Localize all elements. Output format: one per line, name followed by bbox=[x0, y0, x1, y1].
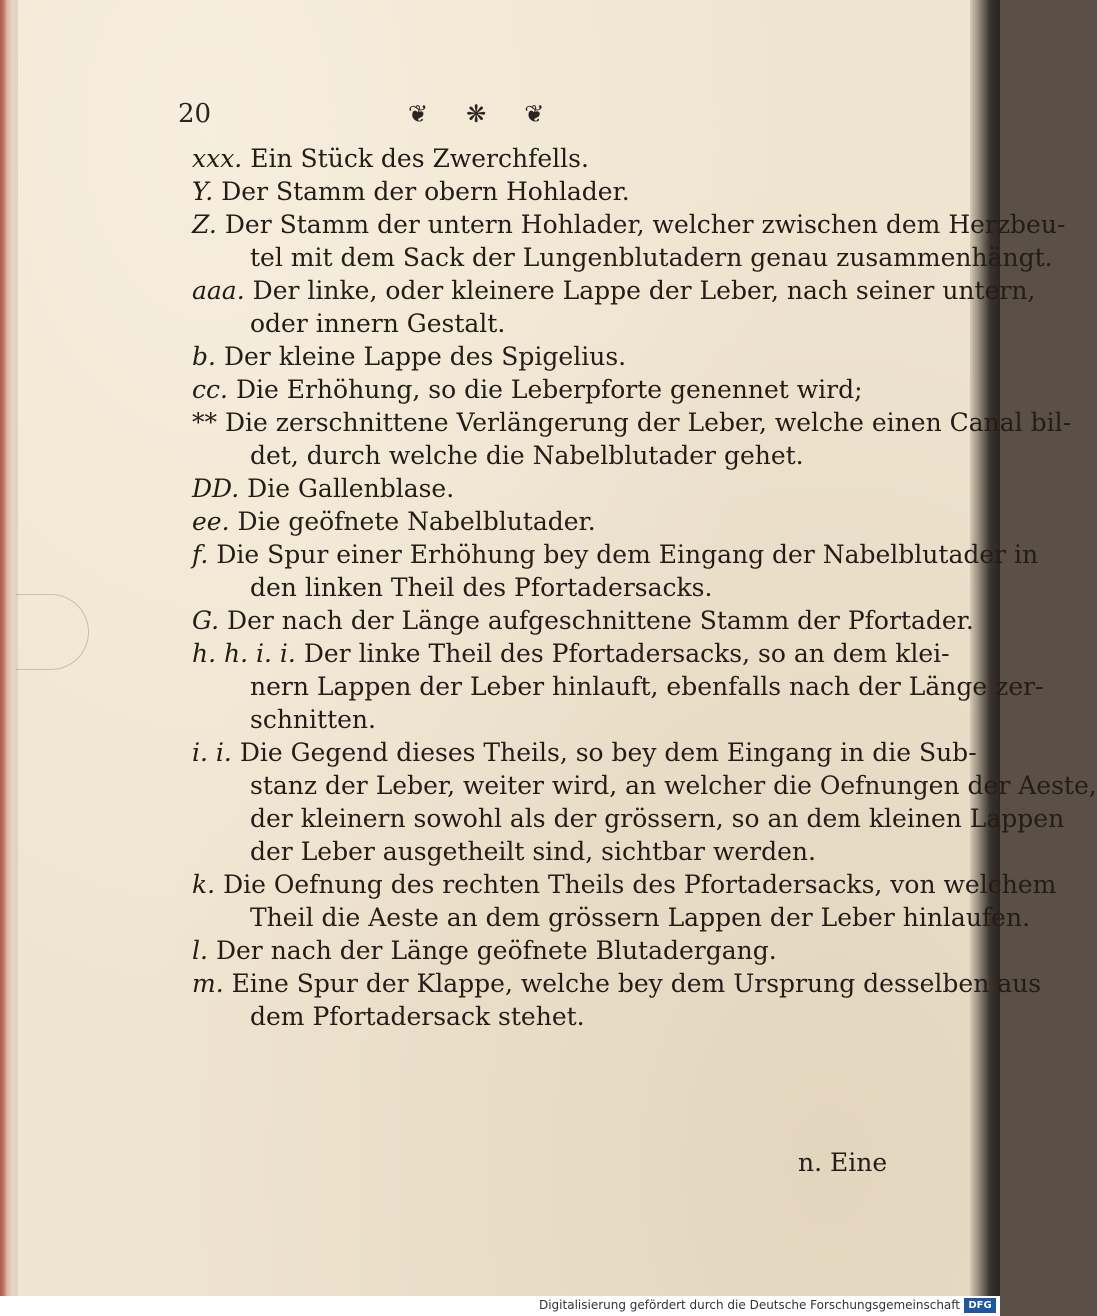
legend-line-text: der kleinern sowohl als der grössern, so an dem kleinen Lappen bbox=[250, 804, 1065, 833]
legend-marker: ee. bbox=[192, 507, 230, 536]
digitization-footer bbox=[0, 1296, 1000, 1316]
legend-line bbox=[192, 934, 902, 967]
legend-line bbox=[192, 571, 902, 604]
legend-entry bbox=[192, 175, 902, 208]
legend-line-text: Der linke, oder kleinere Lappe der Leber, nach seiner untern, bbox=[252, 276, 1036, 305]
dfg-logo-icon: DFG bbox=[964, 1298, 996, 1313]
legend-line-text: Die Erhöhung, so die Leberpforte genennet wird; bbox=[235, 375, 863, 404]
legend-entry bbox=[192, 505, 902, 538]
legend-marker: m. bbox=[192, 969, 224, 998]
legend-line-text: oder innern Gestalt. bbox=[250, 309, 506, 338]
legend-entry bbox=[192, 637, 1044, 736]
legend-line-text: Eine Spur der Klappe, welche bey dem Ursprung desselben aus bbox=[231, 969, 1042, 998]
legend-marker: l. bbox=[192, 936, 208, 965]
legend-entry bbox=[192, 340, 902, 373]
legend-line-text: Der Stamm der obern Hohlader. bbox=[221, 177, 630, 206]
legend-line bbox=[192, 637, 950, 670]
ornament-right-icon: ❦ bbox=[524, 100, 545, 128]
legend-line bbox=[192, 274, 1036, 307]
page-number: 20 bbox=[178, 99, 212, 129]
legend-marker: aaa. bbox=[192, 276, 245, 305]
legend-entry bbox=[192, 868, 1057, 934]
legend-line-text: nern Lappen der Leber hinlauft, ebenfalls nach der Länge zer- bbox=[250, 672, 1044, 701]
legend-marker: xxx. bbox=[192, 144, 243, 173]
legend-line bbox=[192, 604, 974, 637]
legend-line bbox=[192, 1000, 902, 1033]
legend-line bbox=[192, 175, 902, 208]
ornament-center-icon: ❋ bbox=[466, 100, 487, 128]
legend-line-text: Die zerschnittene Verlängerung der Leber, welche einen Canal bil- bbox=[225, 408, 1072, 437]
legend-line bbox=[192, 670, 1044, 703]
legend-entry bbox=[192, 934, 902, 967]
legend-line-text: Die Gallenblase. bbox=[247, 474, 455, 503]
legend-marker: Y. bbox=[192, 177, 214, 206]
legend-marker: k. bbox=[192, 870, 216, 899]
header-ornament bbox=[408, 100, 544, 128]
legend-marker: G. bbox=[192, 606, 220, 635]
legend-marker: DD. bbox=[192, 474, 240, 503]
legend-marker: i. i. bbox=[192, 738, 232, 767]
legend-line-text: Die geöfnete Nabelblutader. bbox=[237, 507, 596, 536]
legend-line bbox=[192, 307, 902, 340]
legend-entry bbox=[192, 967, 1042, 1033]
legend-line-text: Ein Stück des Zwerchfells. bbox=[250, 144, 589, 173]
legend-line bbox=[192, 802, 1065, 835]
legend-line bbox=[192, 373, 902, 406]
legend-line bbox=[192, 769, 1097, 802]
legend-line bbox=[192, 736, 977, 769]
legend-entry bbox=[192, 538, 1039, 604]
legend-line bbox=[192, 538, 1039, 571]
catchword: n. Eine bbox=[798, 1148, 888, 1177]
legend-line bbox=[192, 868, 1057, 901]
legend-line-text: Der nach der Länge aufgeschnittene Stamm der Pfortader. bbox=[227, 606, 974, 635]
legend-marker: h. h. i. i. bbox=[192, 639, 296, 668]
legend-line-text: Die Gegend dieses Theils, so bey dem Eingang in die Sub- bbox=[239, 738, 977, 767]
legend-line-text: det, durch welche die Nabelblutader gehet. bbox=[250, 441, 804, 470]
legend-marker: b. bbox=[192, 342, 216, 371]
legend-line bbox=[192, 439, 902, 472]
legend-line-text: stanz der Leber, weiter wird, an welcher die Oefnungen der Aeste, bbox=[250, 771, 1097, 800]
legend-line bbox=[192, 901, 1031, 934]
page-header bbox=[178, 96, 678, 132]
legend-line-text: Theil die Aeste an dem grössern Lappen der Leber hinlaufen. bbox=[250, 903, 1031, 932]
legend-line bbox=[192, 472, 902, 505]
legend-marker: cc. bbox=[192, 375, 228, 404]
legend-line-text: Der kleine Lappe des Spigelius. bbox=[223, 342, 627, 371]
legend-entry bbox=[192, 406, 1072, 472]
legend-line-text: der Leber ausgetheilt sind, sichtbar werden. bbox=[250, 837, 816, 866]
legend-line bbox=[192, 406, 1072, 439]
legend-entry bbox=[192, 736, 1097, 868]
legend-entry bbox=[192, 208, 1066, 274]
legend-text bbox=[192, 142, 1097, 1033]
legend-line bbox=[192, 208, 1066, 241]
legend-line bbox=[192, 340, 902, 373]
legend-line bbox=[192, 142, 902, 175]
legend-line-text: Der nach der Länge geöfnete Blutadergang. bbox=[215, 936, 777, 965]
ornament-left-icon: ❦ bbox=[408, 100, 429, 128]
legend-entry bbox=[192, 604, 974, 637]
legend-marker: Z. bbox=[192, 210, 217, 239]
legend-line bbox=[192, 703, 902, 736]
legend-line-text: Der linke Theil des Pfortadersacks, so an dem klei- bbox=[303, 639, 950, 668]
legend-entry bbox=[192, 373, 902, 406]
legend-line-text: dem Pfortadersack stehet. bbox=[250, 1002, 585, 1031]
legend-entry bbox=[192, 274, 1036, 340]
page-clip-mark bbox=[16, 594, 89, 670]
legend-line-text: den linken Theil des Pfortadersacks. bbox=[250, 573, 713, 602]
legend-line-text: schnitten. bbox=[250, 705, 376, 734]
legend-marker: f. bbox=[192, 540, 209, 569]
legend-line bbox=[192, 505, 902, 538]
legend-entry bbox=[192, 472, 902, 505]
legend-line-text: Der Stamm der untern Hohlader, welcher zwischen dem Herzbeu- bbox=[224, 210, 1066, 239]
legend-line bbox=[192, 967, 1042, 1000]
legend-line bbox=[192, 835, 902, 868]
legend-line-text: Die Oefnung des rechten Theils des Pfortadersacks, von welchem bbox=[223, 870, 1057, 899]
legend-marker: ** bbox=[192, 408, 217, 437]
book-gutter bbox=[970, 0, 1000, 1296]
legend-line-text: tel mit dem Sack der Lungenblutadern genau zusammenhängt. bbox=[250, 243, 1053, 272]
legend-line-text: Die Spur einer Erhöhung bey dem Eingang der Nabelblutader in bbox=[216, 540, 1039, 569]
legend-entry bbox=[192, 142, 902, 175]
legend-line bbox=[192, 241, 1053, 274]
footer-credit: Digitalisierung gefördert durch die Deutsche Forschungsgemeinschaft bbox=[538, 1298, 960, 1312]
